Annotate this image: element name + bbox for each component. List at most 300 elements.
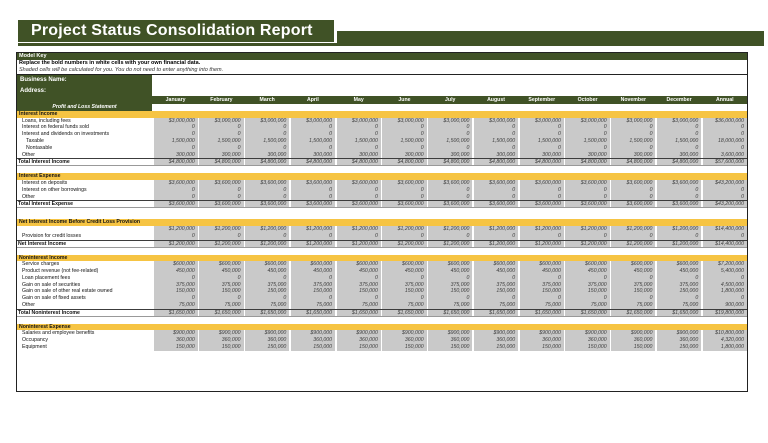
cell-annual[interactable]: 4,500,000 (703, 282, 747, 289)
cell-may[interactable]: 0 (337, 187, 381, 194)
cell-september[interactable]: $4,800,000 (520, 159, 564, 165)
address-input-cell[interactable] (152, 86, 747, 96)
row-label[interactable]: Gain on sale of securities (22, 281, 81, 288)
cell-july[interactable]: $1,650,000 (428, 310, 472, 316)
cell-december[interactable]: 150,000 (657, 344, 701, 351)
cell-july[interactable]: 0 (428, 233, 472, 240)
row-label[interactable]: Interest on federal funds sold (22, 124, 89, 131)
cell-october[interactable]: 450,000 (565, 268, 609, 275)
column-header-july[interactable]: July (445, 96, 456, 103)
row-label[interactable]: Salaries and employee benefits (22, 330, 95, 337)
cell-november[interactable]: $900,000 (611, 330, 655, 337)
cell-annual[interactable]: 4,320,000 (703, 337, 747, 344)
cell-february[interactable]: $3,000,000 (199, 118, 243, 125)
cell-september[interactable]: 360,000 (520, 337, 564, 344)
cell-june[interactable]: $3,000,000 (382, 118, 426, 125)
cell-june[interactable]: $3,600,000 (382, 180, 426, 187)
cell-april[interactable]: $900,000 (291, 330, 335, 337)
cell-april[interactable]: 0 (291, 145, 335, 152)
row-label[interactable]: Interest on other borrowings (22, 186, 87, 193)
cell-december[interactable]: $3,000,000 (657, 118, 701, 125)
cell-april[interactable]: 300,000 (291, 152, 335, 159)
cell-annual[interactable]: $10,800,000 (703, 330, 747, 337)
cell-august[interactable]: 0 (474, 187, 518, 194)
cell-july[interactable]: 0 (428, 275, 472, 282)
cell-june[interactable]: 0 (382, 194, 426, 201)
cell-february[interactable]: 450,000 (199, 268, 243, 275)
cell-march[interactable]: 150,000 (245, 344, 289, 351)
cell-march[interactable]: 0 (245, 124, 289, 131)
cell-annual[interactable]: 0 (703, 124, 747, 131)
cell-february[interactable]: 150,000 (199, 344, 243, 351)
cell-july[interactable]: $3,600,000 (428, 201, 472, 207)
cell-october[interactable]: 0 (565, 145, 609, 152)
cell-may[interactable]: 0 (337, 131, 381, 138)
cell-april[interactable]: 375,000 (291, 282, 335, 289)
cell-november[interactable]: $1,200,000 (611, 241, 655, 247)
cell-january[interactable]: $1,200,000 (154, 226, 198, 233)
cell-may[interactable]: 1,500,000 (337, 138, 381, 145)
cell-november[interactable]: $3,000,000 (611, 118, 655, 125)
cell-october[interactable]: 150,000 (565, 344, 609, 351)
cell-february[interactable]: $600,000 (199, 261, 243, 268)
cell-october[interactable]: $3,000,000 (565, 118, 609, 125)
cell-annual[interactable]: $14,400,000 (703, 241, 747, 247)
cell-december[interactable]: $600,000 (657, 261, 701, 268)
cell-may[interactable]: 360,000 (337, 337, 381, 344)
cell-november[interactable]: 0 (611, 275, 655, 282)
cell-november[interactable]: 75,000 (611, 302, 655, 309)
cell-january[interactable]: 360,000 (154, 337, 198, 344)
cell-december[interactable]: 75,000 (657, 302, 701, 309)
cell-december[interactable]: 0 (657, 275, 701, 282)
cell-april[interactable]: 0 (291, 124, 335, 131)
row-label[interactable]: Interest on deposits (22, 179, 68, 186)
cell-december[interactable]: 0 (657, 233, 701, 240)
cell-january[interactable]: $3,600,000 (154, 180, 198, 187)
cell-march[interactable]: 150,000 (245, 288, 289, 295)
cell-january[interactable]: 0 (154, 233, 198, 240)
cell-december[interactable]: 375,000 (657, 282, 701, 289)
cell-may[interactable]: 0 (337, 194, 381, 201)
cell-april[interactable]: 360,000 (291, 337, 335, 344)
column-header-january[interactable]: January (165, 96, 186, 103)
cell-december[interactable]: $1,650,000 (657, 310, 701, 316)
cell-august[interactable]: $3,600,000 (474, 180, 518, 187)
cell-december[interactable]: 1,500,000 (657, 138, 701, 145)
cell-march[interactable]: 1,500,000 (245, 138, 289, 145)
cell-november[interactable]: $1,650,000 (611, 310, 655, 316)
cell-january[interactable]: 375,000 (154, 282, 198, 289)
cell-november[interactable]: $4,800,000 (611, 159, 655, 165)
cell-september[interactable]: 450,000 (520, 268, 564, 275)
cell-february[interactable]: $1,200,000 (199, 226, 243, 233)
row-label[interactable]: Other (22, 193, 35, 200)
cell-may[interactable]: $1,650,000 (337, 310, 381, 316)
cell-may[interactable]: 0 (337, 275, 381, 282)
row-label[interactable]: Provision for credit losses (22, 232, 82, 239)
cell-june[interactable]: 450,000 (382, 268, 426, 275)
cell-september[interactable]: 0 (520, 295, 564, 302)
cell-annual[interactable]: 1,800,000 (703, 288, 747, 295)
row-label[interactable]: Other (22, 301, 35, 308)
cell-march[interactable]: $1,200,000 (245, 241, 289, 247)
cell-january[interactable]: 0 (154, 124, 198, 131)
column-header-october[interactable]: October (577, 96, 598, 103)
cell-february[interactable]: $1,650,000 (199, 310, 243, 316)
cell-december[interactable]: 150,000 (657, 288, 701, 295)
cell-november[interactable]: 0 (611, 194, 655, 201)
cell-october[interactable]: $3,600,000 (565, 201, 609, 207)
cell-june[interactable]: 360,000 (382, 337, 426, 344)
cell-january[interactable]: 300,000 (154, 152, 198, 159)
row-label[interactable]: Net Interest Income (18, 240, 67, 247)
cell-october[interactable]: $3,600,000 (565, 180, 609, 187)
cell-july[interactable]: 360,000 (428, 337, 472, 344)
column-header-june[interactable]: June (398, 96, 411, 103)
cell-december[interactable]: 0 (657, 295, 701, 302)
cell-may[interactable]: 150,000 (337, 344, 381, 351)
cell-april[interactable]: 0 (291, 194, 335, 201)
cell-march[interactable]: $4,800,000 (245, 159, 289, 165)
cell-october[interactable]: 360,000 (565, 337, 609, 344)
cell-march[interactable]: $1,650,000 (245, 310, 289, 316)
cell-february[interactable]: 0 (199, 275, 243, 282)
cell-may[interactable]: $600,000 (337, 261, 381, 268)
cell-march[interactable]: 0 (245, 145, 289, 152)
cell-may[interactable]: 0 (337, 233, 381, 240)
cell-november[interactable]: $3,600,000 (611, 201, 655, 207)
cell-july[interactable]: $1,200,000 (428, 241, 472, 247)
cell-july[interactable]: $3,000,000 (428, 118, 472, 125)
cell-december[interactable]: 0 (657, 187, 701, 194)
cell-july[interactable]: 150,000 (428, 288, 472, 295)
cell-january[interactable]: $900,000 (154, 330, 198, 337)
cell-september[interactable]: 1,500,000 (520, 138, 564, 145)
cell-april[interactable]: 150,000 (291, 344, 335, 351)
cell-october[interactable]: 0 (565, 233, 609, 240)
cell-september[interactable]: $3,000,000 (520, 118, 564, 125)
cell-april[interactable]: $4,800,000 (291, 159, 335, 165)
cell-june[interactable]: 0 (382, 124, 426, 131)
cell-april[interactable]: 150,000 (291, 288, 335, 295)
cell-september[interactable]: 0 (520, 233, 564, 240)
cell-november[interactable]: 150,000 (611, 344, 655, 351)
cell-june[interactable]: 0 (382, 187, 426, 194)
cell-august[interactable]: $1,650,000 (474, 310, 518, 316)
cell-september[interactable]: $1,200,000 (520, 241, 564, 247)
cell-july[interactable]: 0 (428, 145, 472, 152)
cell-july[interactable]: 450,000 (428, 268, 472, 275)
cell-january[interactable]: $4,800,000 (154, 159, 198, 165)
cell-january[interactable]: 0 (154, 275, 198, 282)
cell-march[interactable]: $600,000 (245, 261, 289, 268)
cell-june[interactable]: $600,000 (382, 261, 426, 268)
row-label[interactable] (17, 226, 152, 233)
column-header-december[interactable]: December (666, 96, 692, 103)
cell-july[interactable]: 150,000 (428, 344, 472, 351)
cell-may[interactable]: 375,000 (337, 282, 381, 289)
cell-october[interactable]: $600,000 (565, 261, 609, 268)
cell-june[interactable]: 375,000 (382, 282, 426, 289)
empty-sheet-area[interactable] (17, 351, 747, 391)
cell-annual[interactable]: 900,000 (703, 302, 747, 309)
cell-october[interactable]: $900,000 (565, 330, 609, 337)
cell-august[interactable]: 450,000 (474, 268, 518, 275)
cell-annual[interactable]: $36,000,000 (703, 118, 747, 125)
cell-march[interactable]: $1,200,000 (245, 226, 289, 233)
cell-april[interactable]: $1,650,000 (291, 310, 335, 316)
cell-september[interactable]: $3,600,000 (520, 180, 564, 187)
cell-may[interactable]: 300,000 (337, 152, 381, 159)
cell-may[interactable]: 450,000 (337, 268, 381, 275)
cell-january[interactable]: 0 (154, 194, 198, 201)
cell-april[interactable]: 0 (291, 131, 335, 138)
column-header-annual[interactable]: Annual (716, 96, 734, 103)
cell-september[interactable]: $900,000 (520, 330, 564, 337)
cell-february[interactable]: 300,000 (199, 152, 243, 159)
cell-february[interactable]: 75,000 (199, 302, 243, 309)
cell-march[interactable]: 0 (245, 275, 289, 282)
cell-april[interactable]: 0 (291, 233, 335, 240)
cell-july[interactable]: 1,500,000 (428, 138, 472, 145)
cell-august[interactable]: $1,200,000 (474, 241, 518, 247)
cell-august[interactable]: 75,000 (474, 302, 518, 309)
cell-annual[interactable]: 0 (703, 295, 747, 302)
row-label[interactable]: Equipment (22, 343, 47, 350)
cell-february[interactable]: 0 (199, 233, 243, 240)
row-label[interactable]: Total Interest Expense (18, 201, 73, 208)
cell-may[interactable]: $4,800,000 (337, 159, 381, 165)
cell-january[interactable]: $3,600,000 (154, 201, 198, 207)
cell-august[interactable]: $900,000 (474, 330, 518, 337)
row-label[interactable]: Gain on sale of other real estate owned (22, 288, 113, 295)
cell-may[interactable]: 0 (337, 145, 381, 152)
cell-december[interactable]: 0 (657, 194, 701, 201)
cell-december[interactable]: $1,200,000 (657, 241, 701, 247)
cell-august[interactable]: 0 (474, 194, 518, 201)
cell-july[interactable]: 75,000 (428, 302, 472, 309)
cell-annual[interactable]: 0 (703, 131, 747, 138)
cell-september[interactable]: 0 (520, 145, 564, 152)
row-label[interactable]: Total Interest Income (18, 159, 70, 166)
cell-april[interactable]: 1,500,000 (291, 138, 335, 145)
cell-october[interactable]: 0 (565, 194, 609, 201)
cell-annual[interactable]: 0 (703, 194, 747, 201)
cell-november[interactable]: 0 (611, 233, 655, 240)
cell-january[interactable]: 150,000 (154, 288, 198, 295)
cell-january[interactable]: 1,500,000 (154, 138, 198, 145)
cell-june[interactable]: 1,500,000 (382, 138, 426, 145)
cell-april[interactable]: $3,000,000 (291, 118, 335, 125)
cell-february[interactable]: 0 (199, 131, 243, 138)
cell-february[interactable]: 360,000 (199, 337, 243, 344)
cell-june[interactable]: 0 (382, 233, 426, 240)
cell-march[interactable]: 0 (245, 131, 289, 138)
cell-february[interactable]: $3,600,000 (199, 201, 243, 207)
cell-december[interactable]: $1,200,000 (657, 226, 701, 233)
cell-march[interactable]: $3,600,000 (245, 201, 289, 207)
cell-august[interactable]: 0 (474, 233, 518, 240)
cell-january[interactable]: $1,650,000 (154, 310, 198, 316)
cell-september[interactable]: 0 (520, 131, 564, 138)
cell-september[interactable]: $3,600,000 (520, 201, 564, 207)
cell-september[interactable]: 150,000 (520, 344, 564, 351)
cell-annual[interactable]: 3,600,000 (703, 152, 747, 159)
cell-april[interactable]: $1,200,000 (291, 226, 335, 233)
cell-june[interactable]: 150,000 (382, 344, 426, 351)
cell-july[interactable]: $600,000 (428, 261, 472, 268)
cell-august[interactable]: $3,000,000 (474, 118, 518, 125)
cell-march[interactable]: 75,000 (245, 302, 289, 309)
cell-october[interactable]: 375,000 (565, 282, 609, 289)
column-header-march[interactable]: March (259, 96, 275, 103)
cell-january[interactable]: $1,200,000 (154, 241, 198, 247)
cell-june[interactable]: $1,650,000 (382, 310, 426, 316)
cell-october[interactable]: $4,800,000 (565, 159, 609, 165)
cell-september[interactable]: 150,000 (520, 288, 564, 295)
cell-july[interactable]: 0 (428, 187, 472, 194)
cell-annual[interactable]: 5,400,000 (703, 268, 747, 275)
cell-annual[interactable]: $7,200,000 (703, 261, 747, 268)
cell-may[interactable]: 150,000 (337, 288, 381, 295)
cell-may[interactable]: 0 (337, 295, 381, 302)
row-label[interactable]: Interest and dividends on investments (22, 131, 110, 138)
cell-august[interactable]: 0 (474, 295, 518, 302)
cell-october[interactable]: $1,200,000 (565, 241, 609, 247)
cell-may[interactable]: $3,600,000 (337, 180, 381, 187)
cell-november[interactable]: 300,000 (611, 152, 655, 159)
cell-august[interactable]: $1,200,000 (474, 226, 518, 233)
cell-november[interactable]: 450,000 (611, 268, 655, 275)
cell-april[interactable]: 0 (291, 187, 335, 194)
cell-august[interactable]: 150,000 (474, 288, 518, 295)
column-header-august[interactable]: August (487, 96, 505, 103)
cell-annual[interactable]: $19,800,000 (703, 310, 747, 316)
cell-annual[interactable]: 0 (703, 187, 747, 194)
cell-annual[interactable]: 0 (703, 233, 747, 240)
cell-november[interactable]: 0 (611, 187, 655, 194)
cell-april[interactable]: $1,200,000 (291, 241, 335, 247)
cell-may[interactable]: $900,000 (337, 330, 381, 337)
cell-september[interactable]: 0 (520, 275, 564, 282)
row-label[interactable]: Product revenue (not fee-related) (22, 267, 99, 274)
cell-january[interactable]: 450,000 (154, 268, 198, 275)
cell-april[interactable]: 0 (291, 275, 335, 282)
cell-may[interactable]: 0 (337, 124, 381, 131)
row-label[interactable]: Loan placement fees (22, 274, 71, 281)
cell-july[interactable]: $3,600,000 (428, 180, 472, 187)
cell-august[interactable]: 375,000 (474, 282, 518, 289)
row-label[interactable]: Total Noninterest Income (18, 309, 80, 316)
cell-january[interactable]: 0 (154, 145, 198, 152)
cell-september[interactable]: 0 (520, 194, 564, 201)
cell-december[interactable]: $3,600,000 (657, 201, 701, 207)
cell-december[interactable]: 360,000 (657, 337, 701, 344)
cell-november[interactable]: $600,000 (611, 261, 655, 268)
cell-june[interactable]: 0 (382, 145, 426, 152)
cell-november[interactable]: $3,600,000 (611, 180, 655, 187)
cell-december[interactable]: 450,000 (657, 268, 701, 275)
column-header-november[interactable]: November (620, 96, 646, 103)
cell-june[interactable]: 150,000 (382, 288, 426, 295)
cell-february[interactable]: 0 (199, 187, 243, 194)
cell-august[interactable]: 1,500,000 (474, 138, 518, 145)
cell-june[interactable]: $4,800,000 (382, 159, 426, 165)
cell-march[interactable]: $3,000,000 (245, 118, 289, 125)
cell-october[interactable]: 300,000 (565, 152, 609, 159)
cell-october[interactable]: 0 (565, 275, 609, 282)
cell-march[interactable]: 0 (245, 187, 289, 194)
cell-october[interactable]: 0 (565, 295, 609, 302)
cell-february[interactable]: $900,000 (199, 330, 243, 337)
cell-december[interactable]: $900,000 (657, 330, 701, 337)
cell-january[interactable]: $600,000 (154, 261, 198, 268)
cell-april[interactable]: 450,000 (291, 268, 335, 275)
cell-november[interactable]: 360,000 (611, 337, 655, 344)
cell-october[interactable]: 0 (565, 124, 609, 131)
cell-november[interactable]: 150,000 (611, 288, 655, 295)
column-header-april[interactable]: April (307, 96, 319, 103)
cell-may[interactable]: 75,000 (337, 302, 381, 309)
cell-may[interactable]: $1,200,000 (337, 226, 381, 233)
column-header-may[interactable]: May (353, 96, 364, 103)
cell-october[interactable]: $1,200,000 (565, 226, 609, 233)
cell-december[interactable]: 300,000 (657, 152, 701, 159)
cell-annual[interactable]: $43,200,000 (703, 201, 747, 207)
cell-december[interactable]: 0 (657, 131, 701, 138)
cell-august[interactable]: 0 (474, 131, 518, 138)
row-label[interactable]: Service charges (22, 261, 60, 268)
cell-august[interactable]: 360,000 (474, 337, 518, 344)
cell-april[interactable]: 75,000 (291, 302, 335, 309)
cell-june[interactable]: $900,000 (382, 330, 426, 337)
cell-february[interactable]: 1,500,000 (199, 138, 243, 145)
row-label[interactable]: Other (22, 151, 35, 158)
cell-march[interactable]: 300,000 (245, 152, 289, 159)
cell-july[interactable]: 0 (428, 131, 472, 138)
cell-annual[interactable]: 1,800,000 (703, 344, 747, 351)
cell-august[interactable]: $4,800,000 (474, 159, 518, 165)
cell-september[interactable]: $1,650,000 (520, 310, 564, 316)
cell-annual[interactable]: 18,000,000 (703, 138, 747, 145)
cell-june[interactable]: $3,600,000 (382, 201, 426, 207)
cell-june[interactable]: 300,000 (382, 152, 426, 159)
cell-november[interactable]: 0 (611, 295, 655, 302)
cell-october[interactable]: 0 (565, 187, 609, 194)
cell-november[interactable]: 375,000 (611, 282, 655, 289)
cell-february[interactable]: $1,200,000 (199, 241, 243, 247)
cell-september[interactable]: 0 (520, 187, 564, 194)
cell-march[interactable]: 360,000 (245, 337, 289, 344)
row-label[interactable]: Loans, including fees (22, 117, 71, 124)
cell-june[interactable]: 0 (382, 275, 426, 282)
cell-july[interactable]: 0 (428, 124, 472, 131)
cell-january[interactable]: 75,000 (154, 302, 198, 309)
cell-annual[interactable]: $43,200,000 (703, 180, 747, 187)
cell-november[interactable]: 0 (611, 131, 655, 138)
cell-august[interactable]: $600,000 (474, 261, 518, 268)
row-label[interactable]: Occupancy (22, 337, 48, 344)
cell-september[interactable]: $600,000 (520, 261, 564, 268)
cell-june[interactable]: $1,200,000 (382, 226, 426, 233)
cell-march[interactable]: $900,000 (245, 330, 289, 337)
cell-september[interactable]: $1,200,000 (520, 226, 564, 233)
cell-july[interactable]: $900,000 (428, 330, 472, 337)
cell-july[interactable]: $1,200,000 (428, 226, 472, 233)
cell-april[interactable]: $600,000 (291, 261, 335, 268)
cell-august[interactable]: 0 (474, 124, 518, 131)
